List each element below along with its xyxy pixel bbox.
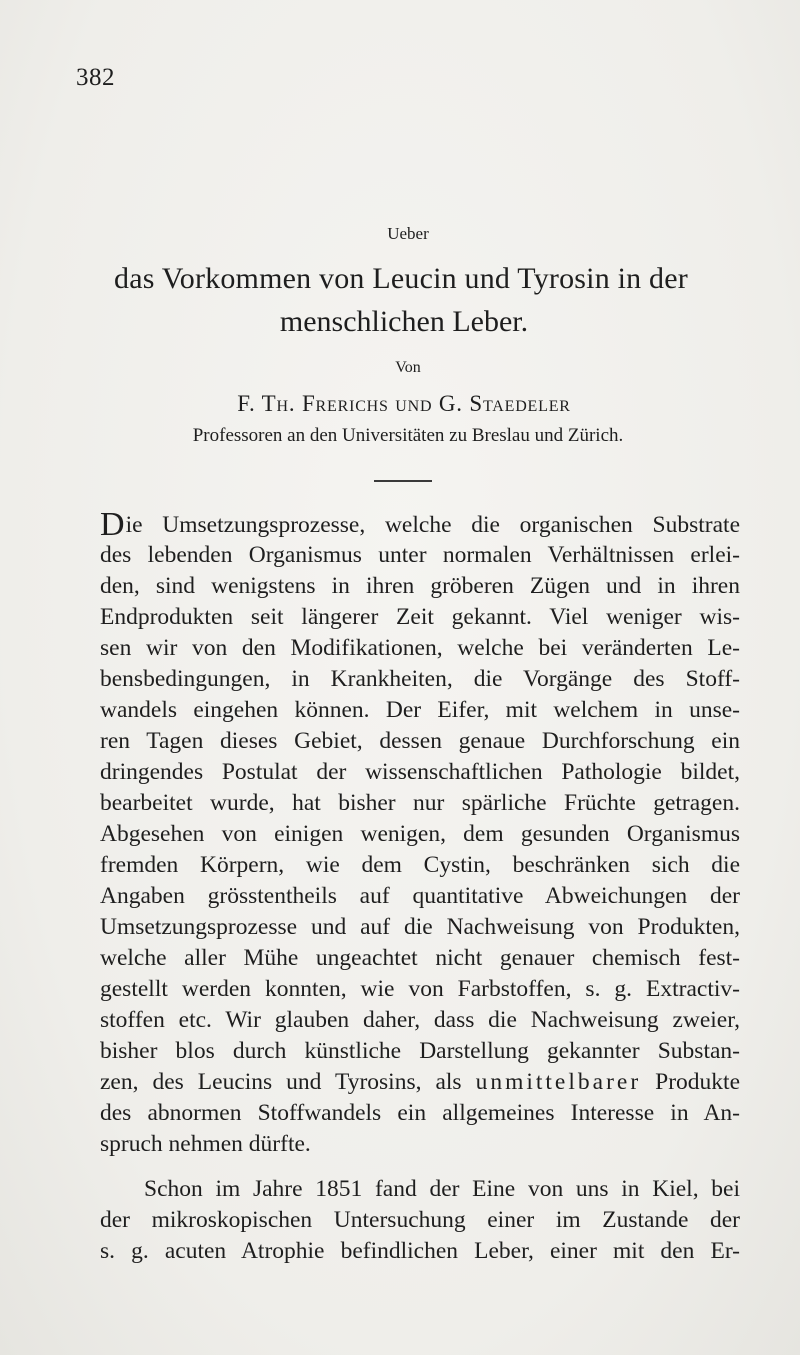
paragraph-1-line: bensbedingungen, in Krankheiten, die Vorgänge des Stoff- xyxy=(100,666,740,692)
paragraph-1-line: Abgesehen von einigen wenigen, dem gesunden Organismus xyxy=(100,821,740,847)
spaced-emphasis: unmittelbarer xyxy=(475,1069,642,1095)
paragraph-1-line: Umsetzungsprozesse und auf die Nachweisung von Produkten, xyxy=(100,914,740,940)
paragraph-1-line: welche aller Mühe ungeachtet nicht genauer chemisch fest- xyxy=(100,945,740,971)
affiliation: Professoren an den Universitäten zu Breslau und Zürich. xyxy=(192,425,624,446)
paragraph-1-line: bearbeitet wurde, hat bisher nur spärliche Früchte getragen. xyxy=(100,790,740,816)
paragraph-1-line: stoffen etc. Wir glauben daher, dass die Nachweisung zweier, xyxy=(100,1007,740,1033)
paragraph-1-line: fremden Körpern, wie dem Cystin, beschränken sich die xyxy=(100,852,740,878)
paragraph-1-line: sen wir von den Modifikationen, welche bei veränderten Le- xyxy=(100,635,740,661)
paragraph-2 xyxy=(100,1174,740,1267)
authors: F. Th. Frerichs und G. Staedeler xyxy=(237,391,571,416)
line-19-post: Produkte xyxy=(641,1069,740,1095)
line-19-pre: zen, des Leucins und Tyrosins, als xyxy=(100,1069,476,1095)
title-divider xyxy=(374,480,432,482)
byline-von: Von xyxy=(395,359,421,376)
paragraph-1-line-1-text: ie Umsetzungsprozesse, welche die organischen Substrate xyxy=(125,512,740,538)
paragraph-1-line: dringendes Postulat der wissenschaftlichen Pathologie bildet, xyxy=(100,759,740,785)
drop-cap: D xyxy=(100,509,125,540)
paragraph-1-line: ren Tagen dieses Gebiet, dessen genaue Durchforschung ein xyxy=(100,728,740,754)
body-text xyxy=(100,509,740,1267)
paragraph-1-line: des lebenden Organismus unter normalen Verhältnissen erlei- xyxy=(100,542,740,568)
paragraph-1-line xyxy=(100,1067,740,1098)
paragraph-1-line: Angaben grösstentheils auf quantitative Abweichungen der xyxy=(100,883,740,909)
paragraph-1-line: Endprodukten seit längerer Zeit gekannt. Viel weniger wis- xyxy=(100,604,740,630)
paragraph-2-line: der mikroskopischen Untersuchung einer im Zustande der xyxy=(100,1207,740,1233)
paragraph-1-line: des abnormen Stoffwandels ein allgemeines Interesse in An- xyxy=(100,1100,740,1126)
paragraph-2-line: s. g. acuten Atrophie befindlichen Leber, einer mit den Er- xyxy=(100,1238,740,1264)
pre-title: Ueber xyxy=(387,224,429,243)
paragraph-1-line: wandels eingehen können. Der Eifer, mit welchem in unse- xyxy=(100,697,740,723)
paragraph-1-line: bisher blos durch künstliche Darstellung gekannter Substan- xyxy=(100,1038,740,1064)
article-title-line-2: menschlichen Leber. xyxy=(279,305,529,338)
paragraph-1-line: gestellt werden konnten, wie von Farbstoffen, s. g. Extractiv- xyxy=(100,976,740,1002)
paragraph-1-line: den, sind wenigstens in ihren gröberen Zügen und in ihren xyxy=(100,573,740,599)
paragraph-1-line xyxy=(100,509,740,540)
paragraph-2-line: Schon im Jahre 1851 fand der Eine von uns in Kiel, bei xyxy=(144,1176,740,1202)
page-number: 382 xyxy=(76,64,115,91)
paragraph-1-last-line: spruch nehmen dürfte. xyxy=(100,1131,311,1157)
article-title-line-1: das Vorkommen von Leucin und Tyrosin in der xyxy=(114,262,688,295)
